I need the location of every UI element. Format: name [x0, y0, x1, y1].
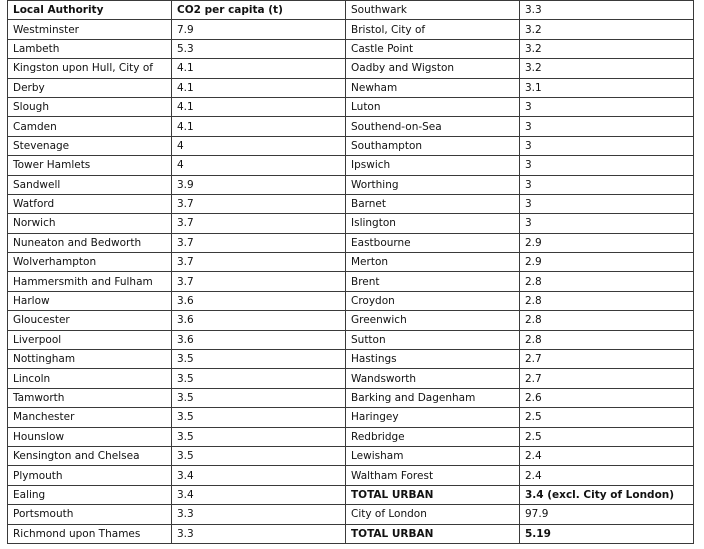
local-authority-cell: Sandwell: [8, 175, 172, 194]
table-row: [8, 233, 694, 252]
local-authority-cell: Nuneaton and Bedworth: [8, 233, 172, 252]
local-authority-cell: Wandsworth: [346, 369, 520, 388]
co2-value-cell: 2.4: [520, 466, 694, 485]
local-authority-cell: Kingston upon Hull, City of: [8, 59, 172, 78]
local-authority-cell: Harlow: [8, 291, 172, 310]
local-authority-cell: Islington: [346, 214, 520, 233]
co2-value-cell: 3: [520, 214, 694, 233]
co2-value-cell: 4.1: [172, 78, 346, 97]
co2-value-cell: 3: [520, 97, 694, 116]
co2-value-cell: 3.9: [172, 175, 346, 194]
local-authority-cell: Bristol, City of: [346, 20, 520, 39]
local-authority-cell: Richmond upon Thames: [8, 524, 172, 543]
co2-value-cell: 4: [172, 156, 346, 175]
local-authority-cell: Castle Point: [346, 39, 520, 58]
table-row: [8, 427, 694, 446]
table-row: [8, 446, 694, 465]
table-row: [8, 388, 694, 407]
co2-value-cell: 2.8: [520, 311, 694, 330]
co2-value-cell: 3: [520, 175, 694, 194]
local-authority-cell: City of London: [346, 505, 520, 524]
local-authority-cell: Portsmouth: [8, 505, 172, 524]
local-authority-cell: Croydon: [346, 291, 520, 310]
local-authority-cell: Sutton: [346, 330, 520, 349]
local-authority-cell: Brent: [346, 272, 520, 291]
co2-value-cell: 3.1: [520, 78, 694, 97]
local-authority-cell: Derby: [8, 78, 172, 97]
table-row: [8, 505, 694, 524]
co2-value-cell: 3: [520, 136, 694, 155]
local-authority-cell: Manchester: [8, 408, 172, 427]
table-row: [8, 39, 694, 58]
local-authority-cell: Worthing: [346, 175, 520, 194]
local-authority-cell: Ipswich: [346, 156, 520, 175]
local-authority-cell: Barnet: [346, 194, 520, 213]
local-authority-cell: Redbridge: [346, 427, 520, 446]
co2-value-cell: 4.1: [172, 117, 346, 136]
co2-value-cell: 2.8: [520, 330, 694, 349]
local-authority-cell: Eastbourne: [346, 233, 520, 252]
local-authority-cell: Oadby and Wigston: [346, 59, 520, 78]
local-authority-cell: Tower Hamlets: [8, 156, 172, 175]
local-authority-cell: Greenwich: [346, 311, 520, 330]
local-authority-cell: Nottingham: [8, 350, 172, 369]
local-authority-cell: Barking and Dagenham: [346, 388, 520, 407]
co2-value-cell: 2.4: [520, 446, 694, 465]
co2-value-cell: 3.2: [520, 59, 694, 78]
co2-value-cell: 2.8: [520, 291, 694, 310]
local-authority-cell: Haringey: [346, 408, 520, 427]
co2-value-cell: 97.9: [520, 505, 694, 524]
local-authority-cell: Tamworth: [8, 388, 172, 407]
co2-value-cell: 5.19: [520, 524, 694, 543]
table-row: [8, 408, 694, 427]
co2-value-cell: 3.6: [172, 330, 346, 349]
table-row: [8, 59, 694, 78]
co2-value-cell: 4: [172, 136, 346, 155]
co2-value-cell: 3.7: [172, 253, 346, 272]
table-row: [8, 253, 694, 272]
local-authority-cell: Southend-on-Sea: [346, 117, 520, 136]
co2-value-cell: 3: [520, 156, 694, 175]
table-row: [8, 20, 694, 39]
local-authority-cell: Southampton: [346, 136, 520, 155]
co2-value-cell: 2.6: [520, 388, 694, 407]
table-row: [8, 117, 694, 136]
co2-value-cell: 3.5: [172, 388, 346, 407]
co2-value-cell: 3.7: [172, 233, 346, 252]
local-authority-cell: Hounslow: [8, 427, 172, 446]
co2-value-cell: 2.8: [520, 272, 694, 291]
local-authority-cell: Gloucester: [8, 311, 172, 330]
local-authority-cell: Merton: [346, 253, 520, 272]
co2-value-cell: 5.3: [172, 39, 346, 58]
local-authority-cell: Plymouth: [8, 466, 172, 485]
co2-value-cell: 3: [520, 117, 694, 136]
local-authority-cell: Liverpool: [8, 330, 172, 349]
local-authority-cell: Lewisham: [346, 446, 520, 465]
co2-value-cell: 4.1: [172, 97, 346, 116]
co2-value-cell: 3: [520, 194, 694, 213]
table-row: [8, 272, 694, 291]
local-authority-cell: Watford: [8, 194, 172, 213]
co2-value-cell: 2.7: [520, 350, 694, 369]
co2-value-cell: 3.7: [172, 272, 346, 291]
table-row: [8, 311, 694, 330]
header-co2-per-capita: CO2 per capita (t): [172, 1, 346, 20]
co2-value-cell: 3.2: [520, 20, 694, 39]
table-body: [8, 1, 694, 544]
co2-value-cell: 2.9: [520, 233, 694, 252]
co2-value-cell: 3.5: [172, 369, 346, 388]
table-row: [8, 136, 694, 155]
co2-value-cell: 3.7: [172, 214, 346, 233]
local-authority-cell: Slough: [8, 97, 172, 116]
table-row: [8, 214, 694, 233]
local-authority-cell: Kensington and Chelsea: [8, 446, 172, 465]
local-authority-cell: Hammersmith and Fulham: [8, 272, 172, 291]
local-authority-cell: Lincoln: [8, 369, 172, 388]
local-authority-cell: Westminster: [8, 20, 172, 39]
table-header-row: [8, 1, 694, 20]
co2-value-cell: 3.7: [172, 194, 346, 213]
table-row: [8, 330, 694, 349]
local-authority-cell: Southwark: [346, 1, 520, 20]
co2-value-cell: 3.4: [172, 466, 346, 485]
local-authority-cell: Stevenage: [8, 136, 172, 155]
table-row: [8, 466, 694, 485]
local-authority-cell: Ealing: [8, 485, 172, 504]
co2-value-cell: 3.3: [520, 1, 694, 20]
co2-value-cell: 7.9: [172, 20, 346, 39]
table-row: [8, 194, 694, 213]
co2-per-capita-table: [7, 0, 694, 544]
table-row: [8, 291, 694, 310]
co2-value-cell: 3.6: [172, 311, 346, 330]
table-row: [8, 485, 694, 504]
header-local-authority: Local Authority: [8, 1, 172, 20]
co2-value-cell: 3.5: [172, 408, 346, 427]
co2-value-cell: 3.3: [172, 524, 346, 543]
co2-value-cell: 3.6: [172, 291, 346, 310]
co2-value-cell: 3.5: [172, 350, 346, 369]
co2-value-cell: 3.4: [172, 485, 346, 504]
co2-value-cell: 3.5: [172, 446, 346, 465]
co2-value-cell: 3.4 (excl. City of London): [520, 485, 694, 504]
co2-value-cell: 4.1: [172, 59, 346, 78]
co2-value-cell: 2.5: [520, 427, 694, 446]
table-row: [8, 156, 694, 175]
local-authority-cell: Newham: [346, 78, 520, 97]
local-authority-cell: Lambeth: [8, 39, 172, 58]
local-authority-cell: TOTAL URBAN: [346, 524, 520, 543]
co2-value-cell: 2.5: [520, 408, 694, 427]
local-authority-cell: Camden: [8, 117, 172, 136]
co2-value-cell: 3.5: [172, 427, 346, 446]
co2-value-cell: 2.7: [520, 369, 694, 388]
local-authority-cell: Waltham Forest: [346, 466, 520, 485]
local-authority-cell: Wolverhampton: [8, 253, 172, 272]
local-authority-cell: Hastings: [346, 350, 520, 369]
co2-value-cell: 3.2: [520, 39, 694, 58]
table-row: [8, 369, 694, 388]
co2-value-cell: 3.3: [172, 505, 346, 524]
table-row: [8, 175, 694, 194]
local-authority-cell: Luton: [346, 97, 520, 116]
local-authority-cell: TOTAL URBAN: [346, 485, 520, 504]
co2-value-cell: 2.9: [520, 253, 694, 272]
table-row: [8, 97, 694, 116]
table-row: [8, 524, 694, 543]
table-row: [8, 350, 694, 369]
table-row: [8, 78, 694, 97]
local-authority-cell: Norwich: [8, 214, 172, 233]
